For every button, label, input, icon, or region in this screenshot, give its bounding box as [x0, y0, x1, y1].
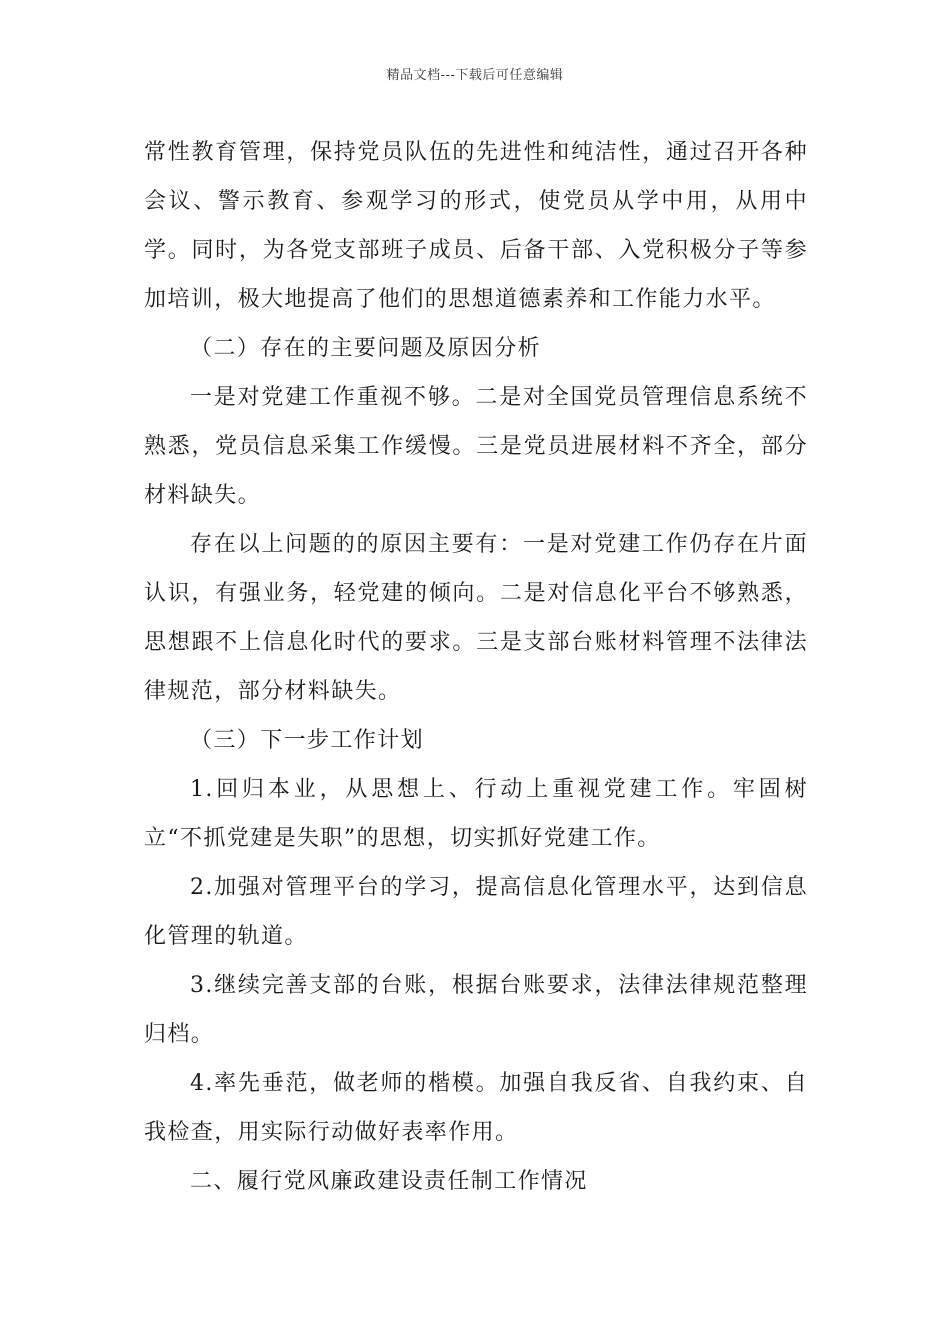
- section-heading-plan: （三）下一步工作计划: [190, 728, 425, 753]
- section-heading-integrity: 二、履行党风廉政建设责任制工作情况: [190, 1169, 588, 1194]
- plan-item-1: 1.回归本业，从思想上、行动上重视党建工作。牢固树立“不抓党建是失职”的思想，切实抓好党建工作。: [144, 777, 808, 851]
- plan-item-3: 3.继续完善支部的台账，根据台账要求，法律法律规范整理归档。: [144, 973, 808, 1047]
- paragraph-causes: 存在以上问题的的原因主要有：一是对党建工作仍存在片面认识，有强业务，轻党建的倾向。二是对信息化平台不够熟悉，思想跟不上信息化时代的要求。三是支部台账材料管理不法律法律规范，部分材料缺失。: [144, 532, 808, 704]
- section-heading-problems: （二）存在的主要问题及原因分析: [190, 336, 542, 361]
- paragraph-continuation: 常性教育管理，保持党员队伍的先进性和纯洁性，通过召开各种会议、警示教育、参观学习的形式，使党员从学中用，从用中学。同时，为各党支部班子成员、后备干部、入党积极分子等参加培训，极大地提高了他们的思想道德素养和工作能力水平。: [144, 140, 808, 312]
- document-body: [144, 128, 808, 1206]
- plan-item-4: 4.率先垂范，做老师的楷模。加强自我反省、自我约束、自我检查，用实际行动做好表率作用。: [144, 1071, 808, 1145]
- plan-item-2: 2.加强对管理平台的学习，提高信息化管理水平，达到信息化管理的轨道。: [144, 875, 808, 949]
- page-header: 精品文档---下载后可任意编辑: [386, 68, 564, 83]
- paragraph-problems: 一是对党建工作重视不够。二是对全国党员管理信息系统不熟悉，党员信息采集工作缓慢。三是党员进展材料不齐全，部分材料缺失。: [144, 385, 808, 508]
